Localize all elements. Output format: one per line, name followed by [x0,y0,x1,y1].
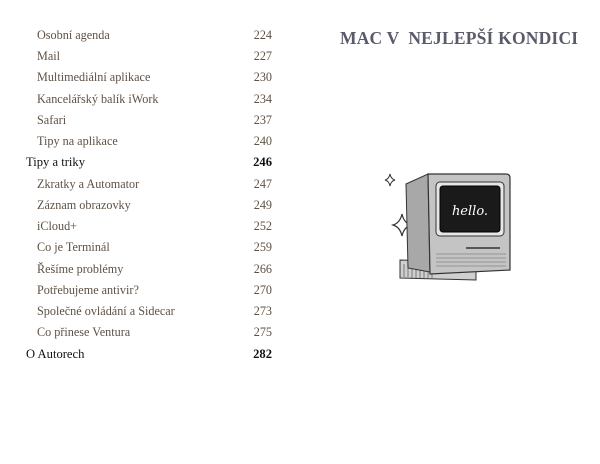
toc-entry[interactable] [0,110,272,130]
toc-entry[interactable] [0,301,272,321]
toc-entry-title: Mail [37,48,61,63]
toc-entry-title: Safari [37,112,67,127]
toc-entry-title: Zkratky a Automator [37,176,140,191]
toc-entry[interactable] [0,280,272,300]
toc-chapter[interactable] [0,152,272,172]
toc-entry-title: Záznam obrazovky [37,197,131,212]
computer-side [406,174,430,272]
toc-entry-page: 230 [253,69,272,84]
toc-entry-title: Společné ovládání a Sidecar [37,303,175,318]
toc-entry[interactable] [0,46,272,66]
toc-entry-page: 247 [253,176,272,191]
toc-entry-title: Osobní agenda [37,27,110,42]
toc-entry-page: 266 [253,261,272,276]
toc-entry-page: 234 [253,91,272,106]
toc-entry[interactable] [0,67,272,87]
toc-entry[interactable] [0,174,272,194]
sparkle-icon [385,174,395,186]
toc-entry[interactable] [0,237,272,257]
toc-entry-page: 224 [253,27,272,42]
toc-chapter-page: 282 [253,346,272,361]
toc-entry-title: Kancelářský balík iWork [37,91,159,106]
toc-chapter-title: O Autorech [26,346,85,361]
toc-entry[interactable] [0,216,272,236]
right-page [300,0,600,464]
toc-chapter-page: 246 [253,154,272,169]
toc-entry-page: 275 [253,324,272,339]
toc-entry-title: Co přinese Ventura [37,324,131,339]
toc-entry-page: 240 [253,133,272,148]
screen-hello-text: hello. [451,204,489,219]
toc-entry-page: 237 [253,112,272,127]
toc-entry-title: Tipy na aplikace [37,133,118,148]
toc-entry[interactable] [0,25,272,45]
toc-chapter[interactable] [0,344,272,364]
toc-entry[interactable] [0,259,272,279]
page-heading: MAC V NEJLEPŠÍ KONDICI [340,28,579,48]
toc-entry-page: 252 [253,218,272,233]
toc-entry-title: Potřebujeme antivir? [37,282,139,297]
toc-entry-page: 270 [253,282,272,297]
vintage-computer-illustration [380,168,516,288]
toc-entry[interactable] [0,131,272,151]
toc-entry[interactable] [0,195,272,215]
toc-entry-page: 227 [253,48,272,63]
toc-entry-title: Multimediální aplikace [37,69,151,84]
toc-entry-page: 273 [253,303,272,318]
toc-entry-title: Řešíme problémy [37,261,124,276]
toc-entry-page: 259 [253,239,272,254]
toc-entry-page: 249 [253,197,272,212]
toc-entry-title: iCloud+ [37,218,78,233]
toc-entry[interactable] [0,322,272,342]
toc-entry[interactable] [0,89,272,109]
toc-chapter-title: Tipy a triky [26,154,86,169]
toc-entry-title: Co je Terminál [37,239,110,254]
